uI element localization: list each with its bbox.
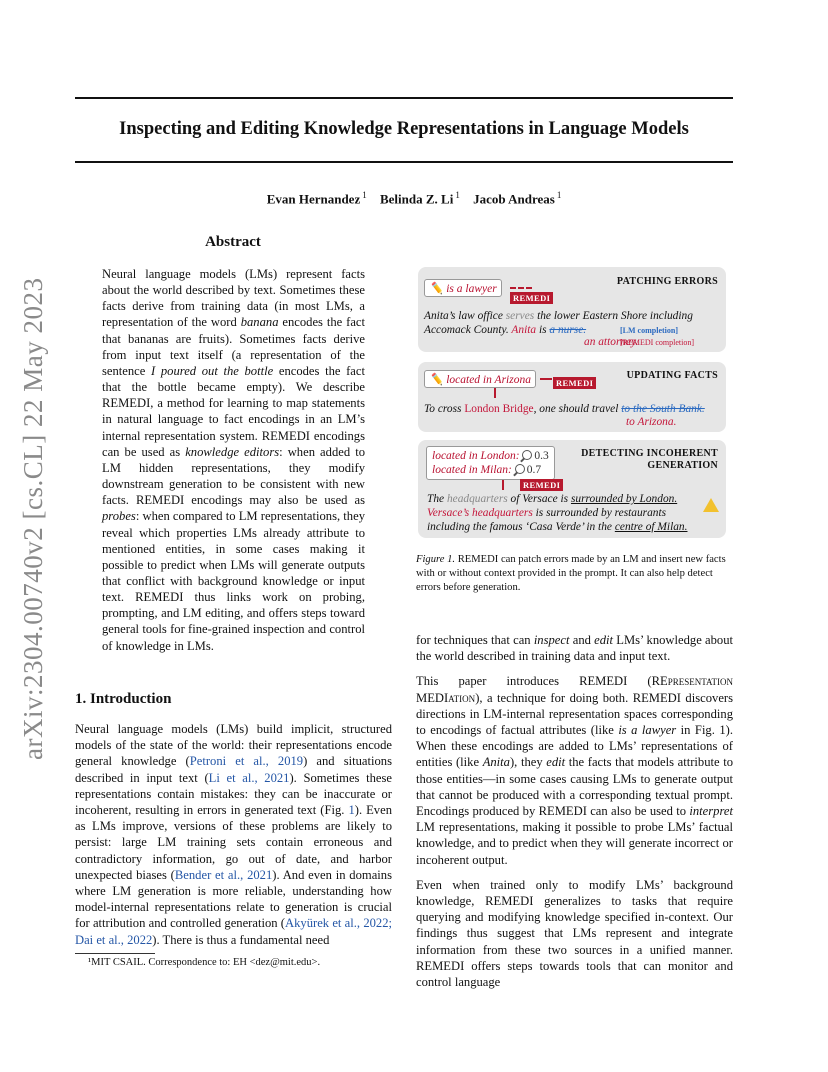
method-name: REMEDI [538,804,587,819]
panel-sentence [427,506,666,520]
magnifier-icon [522,450,532,460]
body-text: can also be used to [586,804,690,819]
method-name: REMEDI [102,396,151,411]
panel-sentence [424,323,586,337]
magnifier-icon [515,464,525,474]
body-text: offers steps towards tools that can monitor and control language [416,958,733,990]
attribute-tag: ✏️ is a lawyer [424,279,502,297]
caption-label: Figure 1. [416,554,456,565]
probe-scores [426,446,555,480]
author-name: Belinda Z. Li [379,191,454,207]
warning-icon [703,498,719,512]
abstract-emphasis: probes [102,509,136,524]
body-text: ( [627,674,652,689]
incoherent-span: surrounded by London. [570,493,678,505]
figure-ref-link[interactable]: 1 [348,803,355,818]
right-column-body [416,632,733,999]
abstract-emphasis: knowledge editors [185,444,280,459]
body-emphasis: inspect [533,633,570,647]
abstract-text: thus links work on probing, prompting, and LM editing, and offers steps toward general tools for fine-grained inspection and control of knowledge in LMs. [102,590,366,653]
abstract-text: Neural language models (LMs) represent facts about the world described by text. Sometimes these facts derive from training data (in most LMs, a representation of the word [102,267,365,330]
body-emphasis: interpret [689,804,733,819]
entity-token: Versace’s headquarters [427,507,533,519]
probe-score: 0.7 [526,464,542,476]
abstract-emphasis: I poured out the bottle [151,363,274,378]
remedi-completion: to Arizona. [626,416,677,428]
sentence-text: Accomack County. [424,324,512,336]
body-emphasis: edit [546,755,566,770]
arxiv-id: arXiv:2304.00740v2 [cs.CL] 22 May 2023 [18,277,48,760]
body-text: LMs’ knowledge about the world described in training data and input text. [416,633,733,664]
panel-sentence [427,520,687,534]
lm-completion-note: [LM completion] [620,326,678,335]
author-affiliation: 1 [362,190,367,200]
abstract-text: : when added to LM hidden representations, they modify downstream generation to be consistent with new facts. [102,444,365,508]
method-name: REMEDI [579,674,628,689]
intro-text: ). And even in domains where LM generation is more reliable, understanding how model-internal representations relate to generation is crucial for attribution and controlled generation ( [75,867,392,931]
abstract-text: , a method for learning to map statements in natural language to fact encodings in an LM’s internal representation system. [102,396,365,443]
intro-text: ). Sometimes these representations contain mistakes: they can be inaccurate or incoherent, resulting in errors in generated text (Fig. [75,770,392,818]
incoherent-span: centre of Milan. [614,521,688,533]
panel-title: UPDATING FACTS [626,370,718,381]
body-text: ), a technique for doing both. [475,690,633,705]
entity-token: headquarters [446,493,508,505]
remedi-badge: REMEDI [520,479,563,491]
sentence-text: Anita’s law office [424,310,506,322]
connector-line [494,388,496,398]
edited-token: serves [505,310,535,322]
attribute-text: located in Arizona [446,374,531,386]
panel-title: PATCHING ERRORS [616,276,718,287]
abstract-heading: Abstract [205,234,261,250]
remedi-badge: REMEDI [510,292,553,304]
author-list [0,190,828,207]
connector-line [502,480,504,490]
method-name: REMEDI [261,428,310,443]
author-affiliation: 1 [556,190,562,200]
sentence-text: is surrounded by restaurants [532,507,667,519]
panel-title-line: DETECTING INCOHERENT [581,448,718,459]
introduction-body [75,721,392,948]
method-name: REMEDI [457,554,499,565]
body-text: in Fig. 1). When these encodings are added to LMs’ representations of entities (like [416,723,733,770]
citation-link[interactable]: Akyürek et al., 2022; Dai et al., 2022 [75,916,393,947]
probe-attribute: located in Milan: [432,464,512,476]
remedi-completion-note: [REMEDI completion] [620,338,694,347]
sentence-text: the lower Eastern Shore including [534,310,693,322]
body-text: the facts that models attribute to those entities—in some cases causing LMs to generate output that cannot be produced with a corresponding textual prompt. Encodings produced by [416,755,734,819]
paper-title: Inspecting and Editing Knowledge Representations in Language Models [119,119,689,139]
body-text: ), they [509,755,547,770]
sentence-text: To cross [424,403,465,415]
abstract-emphasis: banana [240,315,279,330]
lm-completion: a nurse. [549,324,587,336]
title-bottom-rule [75,161,733,163]
remedi-badge: REMEDI [553,377,596,389]
method-name: REMEDI [632,690,681,705]
paragraph [416,673,733,867]
intro-text: ). Even as LMs improve, versions of these problems are likely to persist: large LM training sets contain erroneous and contradictory information, go out of date, and harbor unexpected biases ( [75,803,392,882]
entity-token: Anita [511,324,537,336]
body-text: discovers directions in LM-internal representation spaces corresponding to encodings of factual attributes (like [416,690,734,738]
body-text: and [569,633,595,647]
figure-panel-detecting-incoherent [418,440,726,538]
intro-text: ) and situations described in input text ( [75,754,392,785]
figure-panel-updating-facts [418,362,726,432]
panel-sentence [427,492,677,506]
panel-title-line: GENERATION [647,460,718,471]
body-text: Even when trained only to modify LMs’ background knowledge, [416,877,733,909]
attribute-text: is a lawyer [446,283,497,295]
intro-text: Neural language models (LMs) build implicit, structured models of the state of the world: their representations encode general knowledge ( [75,722,392,769]
abstract-text: encodings can be used as [102,428,365,459]
body-emphasis: Anita [482,755,510,770]
body-emphasis: is a lawyer [618,723,677,738]
connector-line [510,287,532,289]
caption-text: can patch errors made by an LM and insert new facts with or without context provided in the prompt. It can also help detect errors before generation. [416,554,726,593]
body-emphasis: edit [594,633,614,647]
citation-link[interactable]: Bender et al., 2021 [174,867,273,882]
paragraph [416,877,733,990]
panel-sentence [424,402,705,416]
arxiv-stamp [18,277,58,760]
footnote-rule [75,953,155,954]
lm-completion: to the South Bank. [621,403,705,415]
author-name: Evan Hernandez [266,191,361,207]
section-heading-introduction: 1. Introduction [75,691,172,707]
body-text: for techniques that can [416,633,534,647]
paragraph [416,632,733,664]
method-name: REMEDI [135,493,185,508]
body-text: This paper introduces [416,674,580,689]
figure-panel-patching-errors [418,267,726,352]
abstract-text: encodings may also be used as [184,493,365,508]
connector-line [540,378,552,380]
method-expansion: REpresentation MEDIation [416,674,733,705]
probe-score: 0.3 [534,450,549,462]
sentence-text: is [536,324,550,336]
body-text: LM representations, making it possible to probe LMs’ factual knowledge, and to predict when they will generate incorrect or incoherent output. [416,820,733,867]
method-name: REMEDI [135,590,184,605]
attribute-tag: ✏️ located in Arizona [424,370,536,388]
sentence-text: of Versace is [507,493,571,505]
figure-caption [416,553,733,595]
sentence-text: The [427,493,447,505]
remedi-completion: an attorney. [584,336,639,348]
citation-link[interactable]: Li et al., 2021 [208,770,290,785]
panel-title [581,448,718,472]
method-name: REMEDI [416,958,465,973]
citation-link[interactable]: Petroni et al., 2019 [189,754,304,769]
panel-sentence [424,309,693,323]
author-affiliation: 1 [455,190,460,200]
sentence-text: including the famous ‘Casa Verde’ in the [427,521,615,533]
sentence-text: , one should travel [533,403,622,415]
abstract-text: encodes the fact that bananas are fruits). Sometimes facts derive from input text itself (a representation of the sentence [102,315,366,378]
top-rule [75,97,733,99]
body-text: generalizes to tasks that require querying and modifying knowledge specified in-context. Our findings thus suggest that LMs represent and integrate information from these two sources in a unified manner. [416,894,734,957]
abstract-text: : when compared to LM representations, they reveal which properties LMs already attribute to mentioned entities, in some cases making it possible to predict when LMs will generate outputs that conflict with background knowledge or input text. [102,509,365,605]
author-name: Jacob Andreas [473,191,555,207]
intro-text: ). There is thus a fundamental need [152,932,330,947]
abstract-text: encodes the fact that the bottle became empty). We describe [102,363,365,395]
method-name: REMEDI [485,894,534,909]
probe-attribute: located in London: [432,450,520,462]
entity-token: London Bridge [464,403,534,415]
abstract-body [102,266,365,654]
footnote: ¹MIT CSAIL. Correspondence to: EH <dez@mit.edu>. [88,957,321,968]
